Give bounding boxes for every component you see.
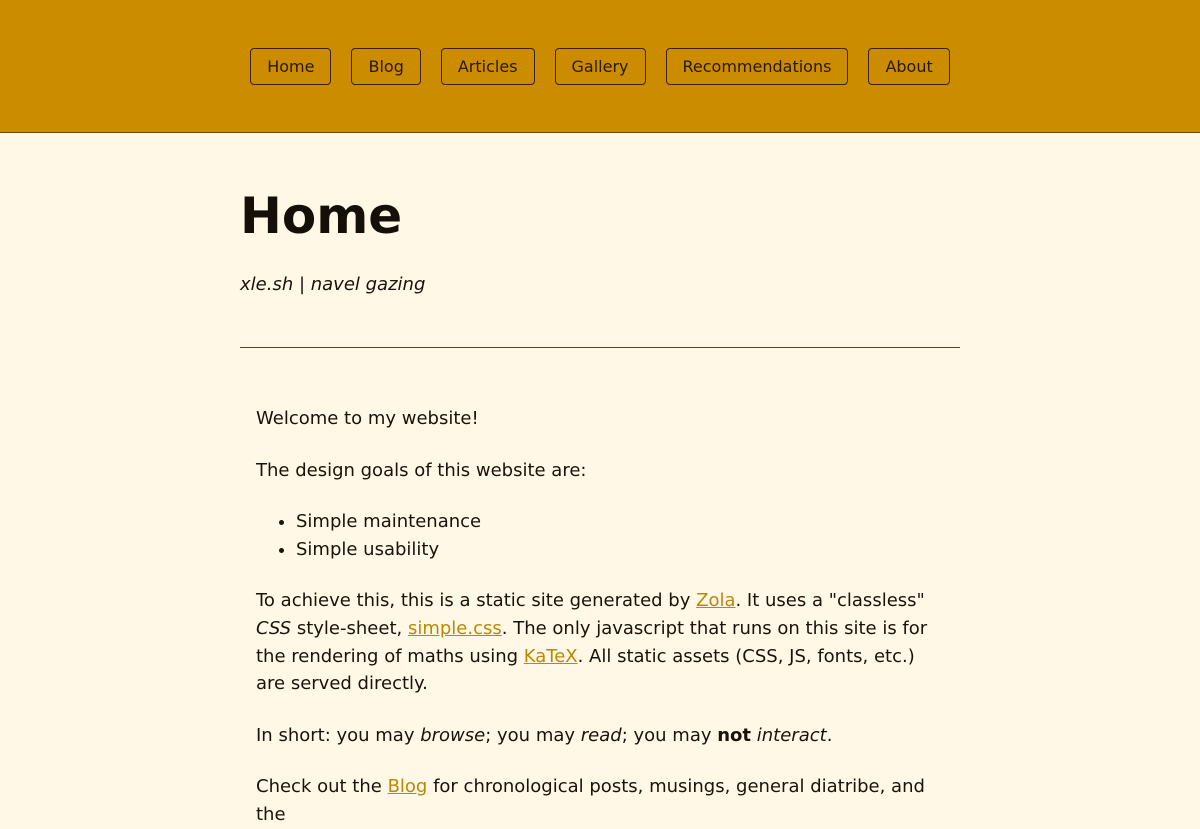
nav-gallery[interactable]: Gallery [555, 48, 646, 85]
text-span: for chronological posts, musings, general diatribe, and the [256, 776, 925, 825]
nav-blog[interactable]: Blog [351, 48, 420, 85]
read-emphasis: read [580, 724, 622, 746]
nav-recommendations[interactable]: Recommendations [666, 48, 849, 85]
nav-home[interactable]: Home [250, 48, 331, 85]
text-span: In short: you may [256, 724, 421, 746]
text-span: Check out the [256, 776, 388, 798]
text-span: . All static assets (CSS, JS, fonts, etc.) are served directly. [256, 645, 915, 695]
text-span: . [826, 724, 833, 746]
zola-link[interactable]: Zola [696, 590, 736, 612]
nav-articles[interactable]: Articles [441, 48, 535, 85]
text-span: To achieve this, this is a static site generated by [256, 590, 697, 612]
main-nav [250, 48, 950, 85]
page-title: Home [240, 187, 403, 245]
browse-emphasis: browse [420, 724, 486, 746]
main-content [240, 133, 960, 829]
site-header [0, 0, 1200, 133]
short-paragraph [256, 722, 944, 750]
katex-link[interactable]: KaTeX [523, 645, 578, 667]
list-item: • Simple maintenance [296, 508, 944, 536]
tech-paragraph [256, 587, 944, 697]
design-goals-intro: The design goals of this website are: [256, 459, 587, 481]
css-emphasis: CSS [256, 617, 292, 639]
text-span: . It uses a "classless" [735, 590, 925, 612]
nav-about[interactable]: About [868, 48, 949, 85]
welcome-paragraph: Welcome to my website! [256, 408, 479, 429]
blog-paragraph [256, 773, 944, 828]
text-span: style-sheet, [291, 617, 408, 639]
blog-link[interactable]: Blog [387, 776, 428, 798]
text-span: ; you may [621, 724, 718, 746]
list-item: • Simple usability [296, 536, 944, 564]
article-body [240, 348, 960, 829]
design-goals-list [256, 508, 944, 563]
interact-emphasis: interact [756, 724, 827, 746]
simplecss-link[interactable]: simple.css [407, 617, 502, 639]
page-tagline: xle.sh | navel gazing [240, 274, 426, 295]
not-strong: not [717, 724, 752, 746]
text-span: . The only javascript that runs on this site is for the rendering of maths using [256, 617, 928, 667]
text-span: ; you may [485, 724, 581, 746]
